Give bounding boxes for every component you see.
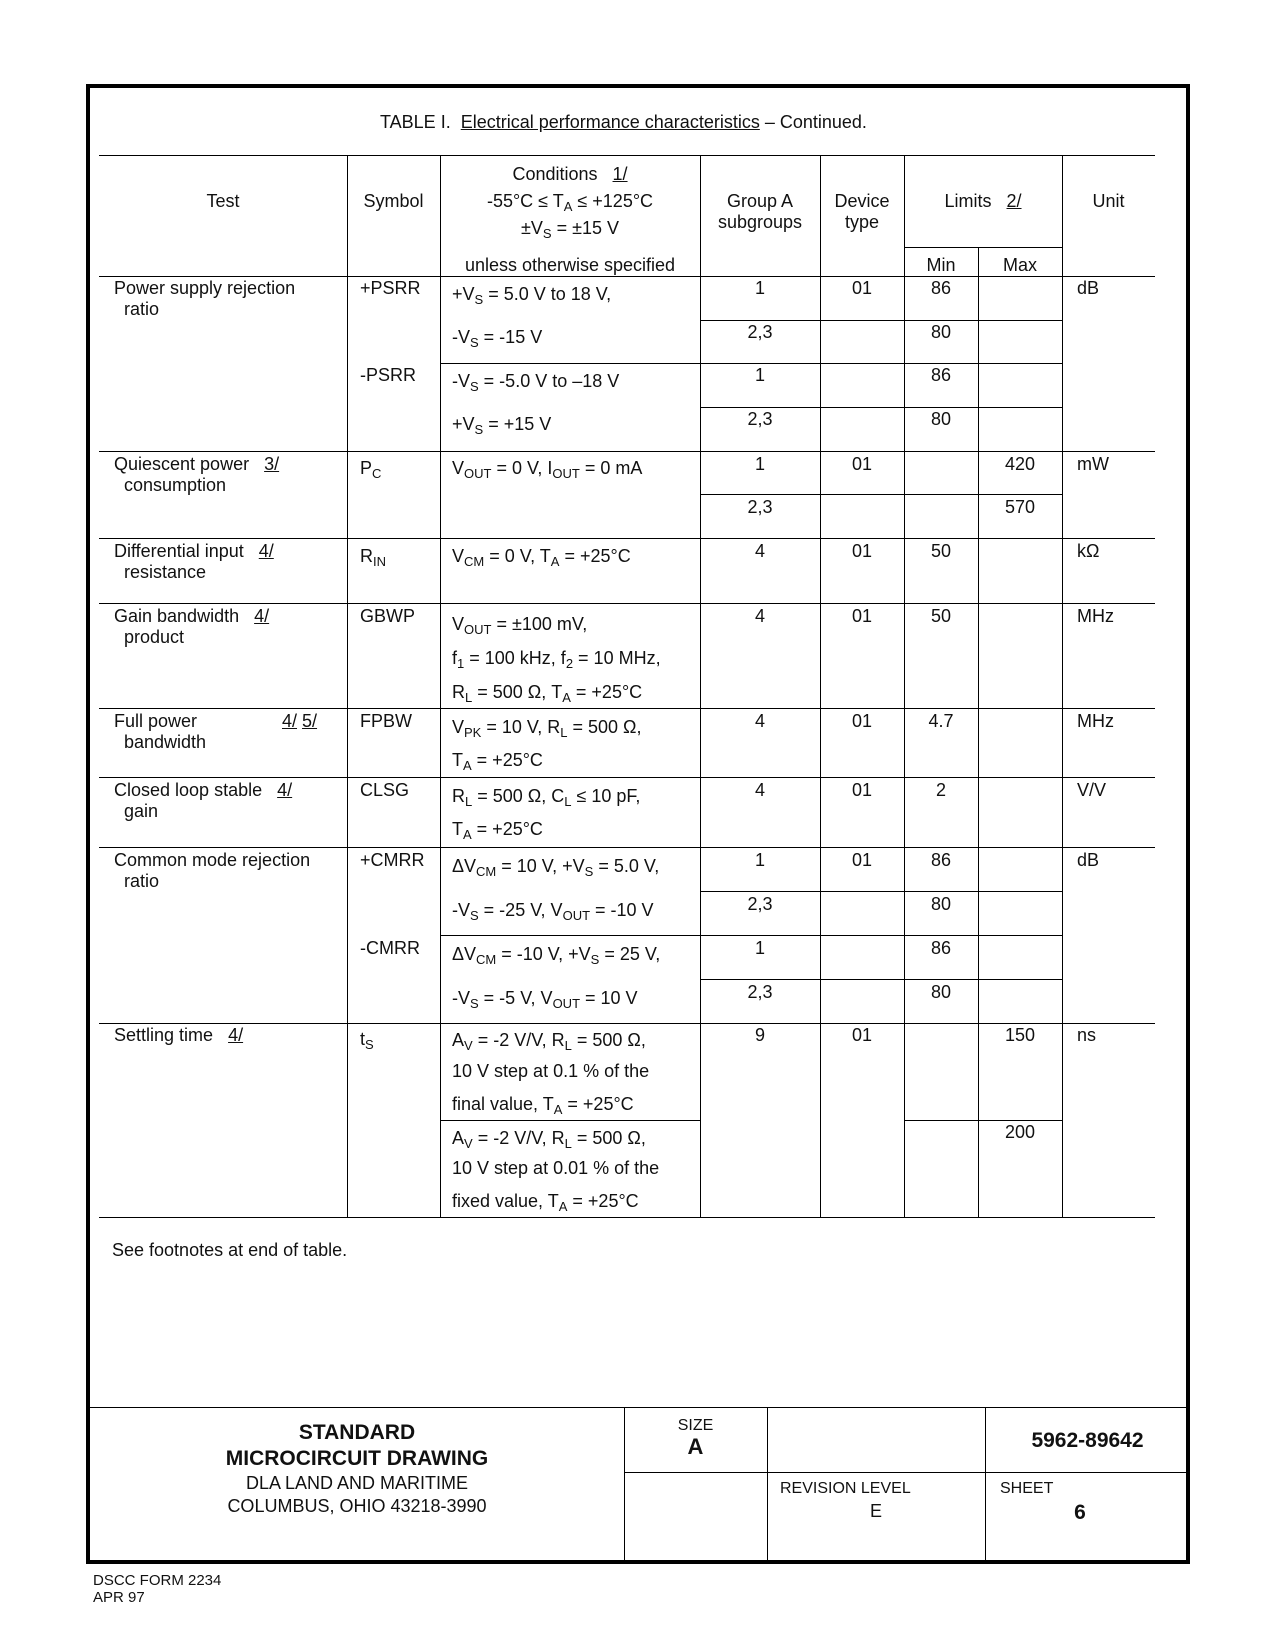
subgroup-cell: 1 bbox=[754, 938, 765, 958]
col-rule bbox=[978, 247, 979, 1217]
min-cell: 80 bbox=[930, 982, 952, 1002]
unit-cell: MHz bbox=[1077, 711, 1114, 731]
header-test: Test bbox=[206, 191, 240, 211]
subgroup-cell: 1 bbox=[754, 454, 765, 474]
min-cell: 86 bbox=[930, 365, 952, 385]
device-cell: 01 bbox=[851, 541, 873, 561]
col-rule bbox=[440, 155, 441, 1217]
table-bottom-rule bbox=[99, 1217, 1155, 1218]
rule bbox=[700, 494, 1062, 495]
col-rule bbox=[1062, 155, 1063, 1217]
title-block-rule bbox=[624, 1472, 1190, 1473]
test-gain-bandwidth: Gain bandwidth 4/ bbox=[114, 606, 270, 626]
test-full-power-footnotes: 4/ 5/ bbox=[282, 711, 318, 731]
col-rule bbox=[904, 155, 905, 1217]
header-max: Max bbox=[1002, 255, 1037, 275]
test-closed-loop: Closed loop stable 4/ bbox=[114, 780, 293, 800]
row-rule bbox=[99, 603, 1155, 604]
unit-cell: ns bbox=[1077, 1025, 1097, 1045]
symbol-rin: $R_{IN}$ bbox=[360, 546, 386, 569]
header-limits: Limits 2/ bbox=[944, 191, 1022, 211]
rule bbox=[440, 935, 1062, 936]
test-settling-time: Settling time 4/ bbox=[114, 1025, 244, 1045]
min-cell: 50 bbox=[930, 541, 952, 561]
symbol-minus-psrr: -PSRR bbox=[360, 365, 417, 385]
header-group-a: Group A bbox=[726, 191, 794, 211]
header-bottom-rule bbox=[99, 276, 1155, 277]
title-standard: STANDARD bbox=[298, 1421, 416, 1444]
symbol-gbwp: GBWP bbox=[360, 606, 416, 626]
unit-cell: MHz bbox=[1077, 606, 1114, 626]
test-cmrr: Common mode rejection bbox=[114, 850, 311, 870]
header-conditions-temp: $-55^\circ C \le T_A \le +125^\circ C$ bbox=[486, 191, 654, 214]
title-microcircuit-drawing: MICROCIRCUIT DRAWING bbox=[225, 1447, 489, 1470]
limits-split-rule bbox=[904, 247, 1062, 248]
header-unit: Unit bbox=[1092, 191, 1125, 211]
row-rule bbox=[99, 451, 1155, 452]
subgroup-cell: 4 bbox=[754, 780, 765, 800]
row-rule bbox=[99, 777, 1155, 778]
condition: $+V_S = 5.0$ V to 18 V, bbox=[452, 284, 612, 307]
table-title: TABLE I. Electrical performance characteristics – Continued. bbox=[380, 112, 867, 132]
rule bbox=[700, 320, 1062, 321]
row-rule bbox=[99, 1023, 1155, 1024]
header-conditions-note: unless otherwise specified bbox=[464, 255, 676, 275]
size-value: A bbox=[687, 1434, 704, 1459]
device-cell: 01 bbox=[851, 606, 873, 626]
condition: $V_{OUT} = 0$ V, $I_{OUT} = 0$ mA bbox=[452, 458, 643, 481]
test-full-power-line2: bandwidth bbox=[124, 732, 207, 752]
condition: $T_A = +25^\circ C$ bbox=[452, 819, 543, 842]
device-cell: 01 bbox=[851, 454, 873, 474]
drawing-number: 5962-89642 bbox=[1031, 1429, 1144, 1452]
col-rule bbox=[347, 155, 348, 1217]
min-cell: 86 bbox=[930, 278, 952, 298]
subgroup-cell: 4 bbox=[754, 606, 765, 626]
symbol-minus-cmrr: -CMRR bbox=[360, 938, 420, 958]
symbol-clsg: CLSG bbox=[360, 780, 410, 800]
header-subgroups: subgroups bbox=[717, 212, 803, 232]
title-block-rule bbox=[767, 1407, 768, 1560]
title-block-top-rule bbox=[90, 1407, 1190, 1408]
min-cell: 50 bbox=[930, 606, 952, 626]
condition: $V_{PK} = 10$ V, $R_L = 500$ Ω, bbox=[452, 717, 642, 740]
footnote-note: See footnotes at end of table. bbox=[112, 1240, 348, 1260]
condition: $A_V = -2$ V/V, $R_L = 500$ Ω, bbox=[452, 1128, 646, 1151]
condition: $-V_S = -25$ V, $V_{OUT} = -10$ V bbox=[452, 900, 654, 923]
revision-value: E bbox=[869, 1501, 882, 1521]
subgroup-cell: 1 bbox=[754, 850, 765, 870]
test-differential-input-line2: resistance bbox=[124, 562, 207, 582]
test-cmrr-line2: ratio bbox=[124, 871, 160, 891]
max-cell: 150 bbox=[1004, 1025, 1036, 1045]
row-rule bbox=[99, 708, 1155, 709]
min-cell: 80 bbox=[930, 894, 952, 914]
condition: $A_V = -2$ V/V, $R_L = 500$ Ω, bbox=[452, 1030, 646, 1053]
device-cell: 01 bbox=[851, 278, 873, 298]
min-cell: 86 bbox=[930, 850, 952, 870]
header-symbol: Symbol bbox=[363, 191, 424, 211]
device-cell: 01 bbox=[851, 850, 873, 870]
max-cell: 420 bbox=[1004, 454, 1036, 474]
header-top-rule bbox=[99, 155, 1155, 156]
test-closed-loop-line2: gain bbox=[124, 801, 159, 821]
condition: 10 V step at 0.1 % of the bbox=[452, 1061, 650, 1081]
unit-cell: V/V bbox=[1077, 780, 1107, 800]
min-cell: 80 bbox=[930, 409, 952, 429]
rule bbox=[440, 363, 1062, 364]
test-quiescent-power: Quiescent power 3/ bbox=[114, 454, 280, 474]
condition: $V_{CM} = 0$ V, $T_A = +25^\circ C$ bbox=[452, 546, 631, 569]
symbol-fpbw: FPBW bbox=[360, 711, 412, 731]
condition: final value, $T_A = +25^\circ C$ bbox=[452, 1094, 634, 1117]
unit-cell: dB bbox=[1077, 850, 1100, 870]
rule bbox=[904, 1120, 1062, 1121]
row-rule bbox=[99, 847, 1155, 848]
test-psrr: Power supply rejection bbox=[114, 278, 296, 298]
sheet-value: 6 bbox=[1074, 1501, 1086, 1524]
symbol-plus-psrr: +PSRR bbox=[360, 278, 421, 298]
revision-label: REVISION LEVEL bbox=[780, 1480, 911, 1497]
subgroup-cell: 4 bbox=[754, 541, 765, 561]
condition: $R_L = 500$ Ω, $C_L \le 10$ pF, bbox=[452, 786, 641, 809]
symbol-ts: $t_S$ bbox=[360, 1029, 374, 1052]
header-conditions: Conditions 1/ bbox=[512, 164, 628, 184]
test-psrr-line2: ratio bbox=[124, 299, 160, 319]
min-cell: 2 bbox=[935, 780, 946, 800]
unit-cell: kΩ bbox=[1077, 541, 1100, 561]
subgroup-cell: 2,3 bbox=[747, 894, 773, 914]
condition: $\Delta V_{CM} = -10$ V, $+V_S = 25$ V, bbox=[452, 944, 661, 967]
title-agency: DLA LAND AND MARITIME bbox=[245, 1473, 469, 1493]
subgroup-cell: 2,3 bbox=[747, 497, 773, 517]
condition: $V_{OUT} = \pm 100$ mV, bbox=[452, 614, 588, 637]
symbol-plus-cmrr: +CMRR bbox=[360, 850, 425, 870]
header-conditions-supply: $\pm V_S = \pm 15$ V bbox=[521, 218, 619, 241]
device-cell: 01 bbox=[851, 780, 873, 800]
rule bbox=[700, 891, 1062, 892]
subgroup-cell: 1 bbox=[754, 278, 765, 298]
condition: $+V_S = +15$ V bbox=[452, 414, 552, 437]
condition: fixed value, $T_A = +25^\circ C$ bbox=[452, 1191, 639, 1214]
condition: $f_1 = 100$ kHz, $f_2 = 10$ MHz, bbox=[452, 648, 661, 671]
condition: $-V_S = -15$ V bbox=[452, 327, 543, 350]
col-rule bbox=[820, 155, 821, 1217]
device-cell: 01 bbox=[851, 711, 873, 731]
unit-cell: mW bbox=[1077, 454, 1109, 474]
condition: $R_L = 500$ Ω, $T_A = +25^\circ C$ bbox=[452, 682, 643, 705]
rule bbox=[700, 979, 1062, 980]
rule bbox=[700, 407, 1062, 408]
rule bbox=[440, 1120, 700, 1121]
col-rule bbox=[700, 155, 701, 1217]
min-cell: 80 bbox=[930, 322, 952, 342]
subgroup-cell: 4 bbox=[754, 711, 765, 731]
unit-cell: dB bbox=[1077, 278, 1100, 298]
min-cell: 4.7 bbox=[928, 711, 954, 731]
test-quiescent-power-line2: consumption bbox=[124, 475, 227, 495]
subgroup-cell: 2,3 bbox=[747, 982, 773, 1002]
header-device: Device bbox=[834, 191, 890, 211]
symbol-pc: $P_C$ bbox=[360, 458, 382, 481]
subgroup-cell: 9 bbox=[754, 1025, 765, 1045]
subgroup-cell: 1 bbox=[754, 365, 765, 385]
header-min: Min bbox=[926, 255, 956, 275]
device-cell: 01 bbox=[851, 1025, 873, 1045]
size-label: SIZE bbox=[677, 1417, 714, 1434]
max-cell: 200 bbox=[1004, 1122, 1036, 1142]
form-number: DSCC FORM 2234 bbox=[93, 1572, 222, 1589]
max-cell: 570 bbox=[1004, 497, 1036, 517]
title-address: COLUMBUS, OHIO 43218-3990 bbox=[227, 1496, 487, 1516]
condition: 10 V step at 0.01 % of the bbox=[452, 1158, 660, 1178]
subgroup-cell: 2,3 bbox=[747, 409, 773, 429]
test-full-power: Full power bbox=[114, 711, 198, 731]
sheet-label: SHEET bbox=[1000, 1480, 1054, 1497]
test-gain-bandwidth-line2: product bbox=[124, 627, 185, 647]
condition: $\Delta V_{CM} = 10$ V, $+V_S = 5.0$ V, bbox=[452, 856, 660, 879]
header-type: type bbox=[844, 212, 880, 232]
page-frame bbox=[86, 84, 1190, 1564]
form-date: APR 97 bbox=[93, 1589, 145, 1606]
row-rule bbox=[99, 538, 1155, 539]
min-cell: 86 bbox=[930, 938, 952, 958]
condition: $-V_S = -5.0$ V to –18 V bbox=[452, 371, 620, 394]
test-differential-input: Differential input 4/ bbox=[114, 541, 274, 561]
condition: $T_A = +25^\circ C$ bbox=[452, 750, 543, 773]
subgroup-cell: 2,3 bbox=[747, 322, 773, 342]
condition: $-V_S = -5$ V, $V_{OUT} = 10$ V bbox=[452, 988, 638, 1011]
